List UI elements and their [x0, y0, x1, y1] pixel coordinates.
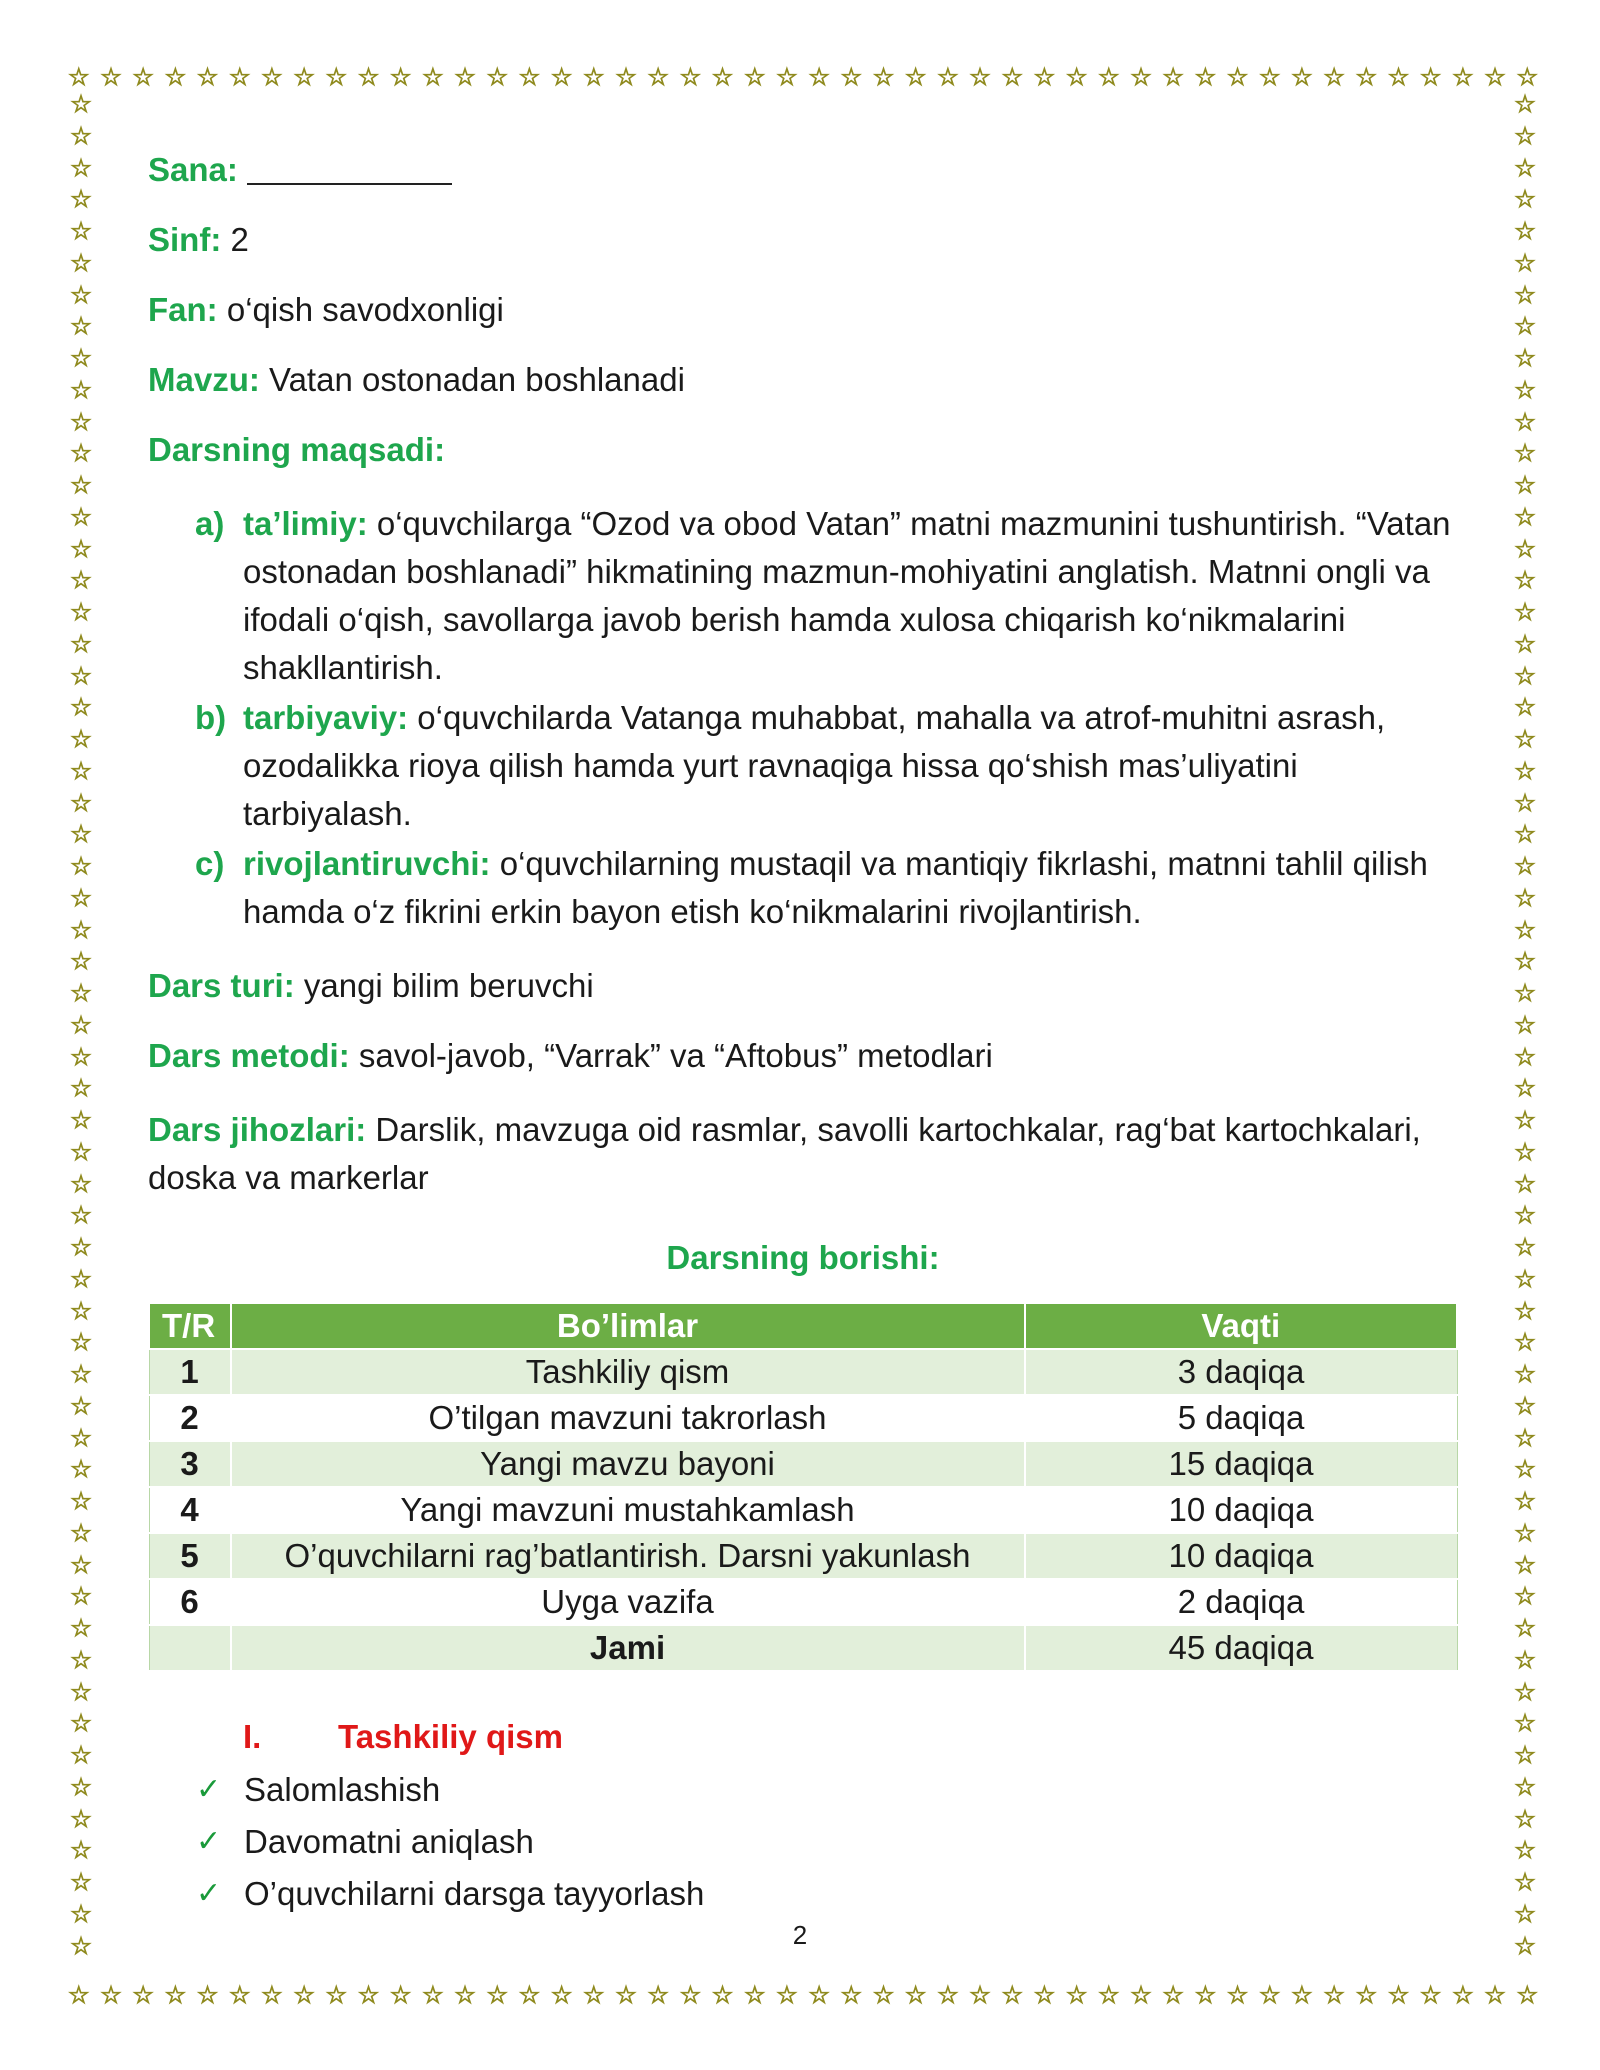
star-icon: ☆ — [70, 1137, 92, 1166]
row-section: Yangi mavzu bayoni — [231, 1441, 1025, 1487]
star-icon: ☆ — [261, 1981, 283, 2009]
list-item-text: Davomatni aniqlash — [244, 1823, 534, 1860]
star-icon: ☆ — [1065, 63, 1088, 91]
star-icon: ☆ — [872, 63, 895, 91]
star-icon: ☆ — [840, 1981, 863, 2009]
star-icon: ☆ — [1516, 63, 1538, 91]
goal-item — [148, 694, 1458, 838]
sana-label: Sana: — [148, 151, 238, 188]
star-icon: ☆ — [70, 1233, 92, 1261]
star-icon: ☆ — [70, 1487, 92, 1515]
star-icon: ☆ — [1226, 63, 1249, 91]
star-icon: ☆ — [1033, 63, 1056, 91]
star-icon: ☆ — [872, 1981, 895, 2009]
row-section: Uyga vazifa — [231, 1579, 1025, 1625]
list-item — [196, 1868, 1458, 1920]
star-icon: ☆ — [357, 1981, 380, 2009]
star-icon: ☆ — [1033, 1981, 1056, 2009]
star-icon: ☆ — [68, 1981, 90, 2009]
star-icon: ☆ — [70, 1582, 92, 1611]
row-time: 3 daqiqa — [1025, 1349, 1458, 1395]
star-icon: ☆ — [70, 1360, 92, 1388]
star-icon: ☆ — [904, 63, 927, 91]
star-icon: ☆ — [1514, 693, 1536, 722]
star-icon: ☆ — [1514, 820, 1536, 849]
star-icon: ☆ — [1514, 185, 1536, 214]
mavzu-label: Mavzu: — [148, 361, 260, 398]
star-icon: ☆ — [1514, 502, 1536, 531]
sinf-label: Sinf: — [148, 221, 222, 258]
lesson-plan-table — [148, 1302, 1458, 1672]
star-icon: ☆ — [808, 1981, 830, 2009]
star-icon: ☆ — [1514, 756, 1536, 785]
star-icon: ☆ — [679, 63, 702, 91]
star-icon: ☆ — [70, 344, 92, 372]
star-icon: ☆ — [1419, 1981, 1442, 2009]
star-icon: ☆ — [70, 1614, 92, 1642]
list-item-text: O’quvchilarni darsga tayyorlash — [244, 1875, 705, 1912]
star-icon: ☆ — [1514, 1296, 1536, 1325]
star-icon: ☆ — [1514, 1423, 1536, 1452]
star-icon: ☆ — [70, 280, 92, 309]
table-row — [149, 1395, 1457, 1441]
star-icon: ☆ — [1514, 947, 1536, 976]
dars-jihozlari-label: Dars jihozlari: — [148, 1111, 367, 1148]
row-number: 2 — [149, 1395, 231, 1441]
star-icon: ☆ — [1514, 1614, 1536, 1642]
table-row — [149, 1579, 1457, 1625]
star-icon: ☆ — [70, 375, 92, 404]
row-number: 5 — [149, 1533, 231, 1579]
star-icon: ☆ — [1514, 883, 1536, 912]
star-icon: ☆ — [518, 1981, 541, 2009]
star-icon: ☆ — [1514, 1487, 1536, 1515]
star-icon: ☆ — [70, 1201, 92, 1230]
star-icon: ☆ — [1130, 1981, 1152, 2009]
star-icon: ☆ — [357, 63, 380, 91]
star-icon: ☆ — [70, 947, 92, 976]
star-border-bottom — [68, 1982, 1538, 2008]
col-header-time: Vaqti — [1025, 1303, 1458, 1349]
star-icon: ☆ — [1258, 63, 1281, 91]
star-icon: ☆ — [1514, 1264, 1536, 1293]
dars-jihozlari-value: Darslik, mavzuga oid rasmlar, savolli kartochkalar, rag‘bat kartochkalari, doska va markerlar — [148, 1111, 1421, 1196]
star-icon: ☆ — [70, 502, 92, 531]
star-icon: ☆ — [743, 1981, 766, 2009]
star-icon: ☆ — [1098, 63, 1120, 91]
star-icon: ☆ — [70, 629, 92, 658]
goal-marker: a) — [195, 505, 225, 542]
star-icon: ☆ — [1258, 1981, 1281, 2009]
star-icon: ☆ — [70, 1042, 92, 1071]
goals-list — [148, 500, 1458, 936]
star-icon: ☆ — [70, 1106, 92, 1134]
star-icon: ☆ — [1291, 63, 1313, 91]
star-icon: ☆ — [1162, 1981, 1184, 2009]
star-icon: ☆ — [1514, 598, 1536, 626]
star-icon: ☆ — [70, 566, 92, 595]
star-icon: ☆ — [70, 312, 92, 341]
goal-marker: c) — [195, 845, 225, 882]
star-icon: ☆ — [70, 121, 92, 150]
star-icon: ☆ — [70, 915, 92, 944]
star-icon: ☆ — [132, 1981, 154, 2009]
star-icon: ☆ — [68, 63, 90, 91]
row-time: 15 daqiqa — [1025, 1441, 1458, 1487]
star-icon: ☆ — [1323, 63, 1345, 91]
star-icon: ☆ — [1514, 661, 1536, 690]
star-icon: ☆ — [70, 217, 92, 245]
star-icon: ☆ — [70, 1074, 92, 1103]
row-time: 10 daqiqa — [1025, 1487, 1458, 1533]
row-number: 3 — [149, 1441, 231, 1487]
star-icon: ☆ — [1514, 1550, 1536, 1579]
star-icon: ☆ — [70, 1550, 92, 1579]
star-icon: ☆ — [711, 1981, 734, 2009]
dars-turi-value: yangi bilim beruvchi — [294, 967, 594, 1004]
star-icon: ☆ — [1514, 1645, 1536, 1674]
mavzu-line — [148, 360, 1458, 400]
star-icon: ☆ — [70, 725, 92, 753]
star-icon: ☆ — [422, 63, 444, 91]
mavzu-value: Vatan ostonadan boshlanadi — [259, 361, 685, 398]
table-total-row — [149, 1625, 1457, 1671]
star-icon: ☆ — [1514, 915, 1536, 944]
star-icon: ☆ — [1514, 1169, 1536, 1198]
dars-jihozlari-line — [148, 1106, 1458, 1202]
star-icon: ☆ — [70, 1264, 92, 1293]
star-icon: ☆ — [1514, 1868, 1536, 1896]
star-icon: ☆ — [1452, 1981, 1474, 2009]
star-icon: ☆ — [70, 598, 92, 626]
star-icon: ☆ — [1098, 1981, 1120, 2009]
star-icon: ☆ — [293, 63, 315, 91]
star-icon: ☆ — [1387, 1981, 1410, 2009]
row-section: Yangi mavzuni mustahkamlash — [231, 1487, 1025, 1533]
star-icon: ☆ — [70, 1169, 92, 1198]
star-icon: ☆ — [1514, 1836, 1536, 1865]
star-icon: ☆ — [1514, 1391, 1536, 1420]
section-title: Tashkiliy qism — [338, 1718, 563, 1755]
star-icon: ☆ — [1514, 1677, 1536, 1706]
star-icon: ☆ — [70, 1931, 92, 1960]
star-icon: ☆ — [70, 883, 92, 912]
col-header-tr: T/R — [149, 1303, 231, 1349]
star-icon: ☆ — [969, 63, 991, 91]
star-icon: ☆ — [454, 1981, 476, 2009]
star-icon: ☆ — [937, 1981, 959, 2009]
row-section: O’tilgan mavzuni takrorlash — [231, 1395, 1025, 1441]
star-icon: ☆ — [1514, 852, 1536, 880]
total-value: 45 daqiqa — [1025, 1625, 1458, 1671]
dars-turi-line — [148, 966, 1458, 1006]
row-time: 2 daqiqa — [1025, 1579, 1458, 1625]
star-icon: ☆ — [196, 1981, 219, 2009]
star-border-left — [68, 92, 94, 1958]
star-icon: ☆ — [1419, 63, 1442, 91]
star-icon: ☆ — [1514, 1233, 1536, 1261]
dars-turi-label: Dars turi: — [148, 967, 295, 1004]
total-label: Jami — [231, 1625, 1025, 1671]
star-icon: ☆ — [486, 63, 508, 91]
star-icon: ☆ — [1514, 344, 1536, 372]
star-icon: ☆ — [1514, 979, 1536, 1007]
table-row — [149, 1533, 1457, 1579]
star-icon: ☆ — [1514, 1804, 1536, 1833]
star-icon: ☆ — [904, 1981, 927, 2009]
star-icon: ☆ — [1514, 407, 1536, 436]
star-icon: ☆ — [776, 63, 798, 91]
star-icon: ☆ — [1514, 1042, 1536, 1071]
maqsad-heading — [148, 430, 1458, 470]
star-icon: ☆ — [1514, 1518, 1536, 1547]
dars-metodi-line — [148, 1036, 1458, 1076]
star-icon: ☆ — [70, 1455, 92, 1484]
row-number: 1 — [149, 1349, 231, 1395]
star-border-top — [68, 64, 1538, 90]
row-number: 6 — [149, 1579, 231, 1625]
star-icon: ☆ — [261, 63, 283, 91]
star-icon: ☆ — [969, 1981, 991, 2009]
star-icon: ☆ — [1514, 788, 1536, 817]
star-icon: ☆ — [1194, 63, 1217, 91]
star-icon: ☆ — [1514, 1328, 1536, 1357]
star-icon: ☆ — [1162, 63, 1184, 91]
star-icon: ☆ — [840, 63, 863, 91]
goal-label: ta’limiy: — [243, 505, 368, 542]
star-icon: ☆ — [70, 1645, 92, 1674]
star-icon: ☆ — [1001, 1981, 1023, 2009]
plan-title: Darsning borishi: — [666, 1239, 940, 1276]
lesson-plan-page — [148, 150, 1458, 1920]
star-icon: ☆ — [1514, 1709, 1536, 1738]
star-icon: ☆ — [196, 63, 219, 91]
star-icon: ☆ — [1514, 121, 1536, 150]
star-icon: ☆ — [937, 63, 959, 91]
table-row — [149, 1441, 1457, 1487]
table-header-row — [149, 1303, 1457, 1349]
star-icon: ☆ — [1514, 1455, 1536, 1484]
star-icon: ☆ — [550, 63, 573, 91]
star-icon: ☆ — [100, 1981, 122, 2009]
goal-label: tarbiyaviy: — [243, 699, 409, 736]
star-icon: ☆ — [1514, 725, 1536, 753]
star-icon: ☆ — [70, 661, 92, 690]
star-icon: ☆ — [1130, 63, 1152, 91]
goal-item — [148, 500, 1458, 692]
star-icon: ☆ — [1514, 1106, 1536, 1134]
star-icon: ☆ — [1514, 1137, 1536, 1166]
star-icon: ☆ — [1514, 1931, 1536, 1960]
star-icon: ☆ — [70, 534, 92, 563]
star-icon: ☆ — [615, 1981, 637, 2009]
star-icon: ☆ — [70, 90, 92, 118]
list-item — [196, 1816, 1458, 1868]
star-icon: ☆ — [1514, 375, 1536, 404]
star-icon: ☆ — [583, 1981, 605, 2009]
star-icon: ☆ — [743, 63, 766, 91]
star-icon: ☆ — [1452, 63, 1474, 91]
list-item — [196, 1764, 1458, 1816]
row-section: Tashkiliy qism — [231, 1349, 1025, 1395]
star-icon: ☆ — [70, 820, 92, 849]
star-icon: ☆ — [550, 1981, 573, 2009]
row-section: O’quvchilarni rag’batlantirish. Darsni yakunlash — [231, 1533, 1025, 1579]
star-icon: ☆ — [389, 63, 412, 91]
star-icon: ☆ — [1514, 217, 1536, 245]
star-icon: ☆ — [1516, 1981, 1538, 2009]
star-icon: ☆ — [70, 1677, 92, 1706]
star-icon: ☆ — [132, 63, 154, 91]
sinf-value: 2 — [221, 221, 249, 258]
star-icon: ☆ — [389, 1981, 412, 2009]
star-icon: ☆ — [70, 1804, 92, 1833]
star-icon: ☆ — [1514, 1899, 1536, 1928]
star-icon: ☆ — [1514, 1074, 1536, 1103]
star-icon: ☆ — [1514, 312, 1536, 341]
star-icon: ☆ — [70, 788, 92, 817]
star-icon: ☆ — [228, 63, 251, 91]
star-icon: ☆ — [1514, 1201, 1536, 1230]
star-icon: ☆ — [1387, 63, 1410, 91]
goal-item — [148, 840, 1458, 936]
star-icon: ☆ — [1484, 63, 1506, 91]
star-icon: ☆ — [1514, 1360, 1536, 1388]
star-icon: ☆ — [1514, 471, 1536, 499]
star-border-right — [1512, 92, 1538, 1958]
star-icon: ☆ — [1355, 1981, 1378, 2009]
section-number: I. — [243, 1718, 262, 1755]
star-icon: ☆ — [1001, 63, 1023, 91]
check-icon: ✓ — [196, 1824, 222, 1859]
sana-line — [148, 150, 1458, 190]
goal-marker: b) — [195, 699, 227, 736]
star-icon: ☆ — [100, 63, 122, 91]
fan-value: o‘qish savodxonligi — [217, 291, 504, 328]
star-icon: ☆ — [1514, 280, 1536, 309]
section-heading — [243, 1718, 1458, 1756]
maqsad-label: Darsning maqsadi: — [148, 431, 446, 468]
star-icon: ☆ — [518, 63, 541, 91]
star-icon: ☆ — [70, 1772, 92, 1801]
check-icon: ✓ — [196, 1772, 222, 1807]
star-icon: ☆ — [776, 1981, 798, 2009]
star-icon: ☆ — [70, 1868, 92, 1896]
list-item-text: Salomlashish — [244, 1771, 441, 1808]
sinf-line — [148, 220, 1458, 260]
check-icon: ✓ — [196, 1876, 222, 1911]
star-icon: ☆ — [711, 63, 734, 91]
star-icon: ☆ — [70, 979, 92, 1007]
star-icon: ☆ — [70, 439, 92, 468]
table-row — [149, 1349, 1457, 1395]
star-icon: ☆ — [1484, 1981, 1506, 2009]
star-icon: ☆ — [808, 63, 830, 91]
star-icon: ☆ — [1355, 63, 1378, 91]
star-icon: ☆ — [70, 756, 92, 785]
star-icon: ☆ — [454, 63, 476, 91]
star-icon: ☆ — [70, 1836, 92, 1865]
star-icon: ☆ — [70, 1328, 92, 1357]
star-icon: ☆ — [70, 248, 92, 277]
checklist — [196, 1764, 1458, 1920]
fan-line — [148, 290, 1458, 330]
row-number: 4 — [149, 1487, 231, 1533]
star-icon: ☆ — [1514, 1741, 1536, 1769]
goal-text: o‘quvchilarning mustaqil va mantiqiy fikrlashi, matnni tahlil qilish hamda o‘z fikrini erkin bayon etish ko‘nikmalarini rivojlantirish. — [243, 845, 1428, 930]
star-icon: ☆ — [70, 693, 92, 722]
star-icon: ☆ — [1514, 248, 1536, 277]
star-icon: ☆ — [486, 1981, 508, 2009]
star-icon: ☆ — [647, 63, 669, 91]
star-icon: ☆ — [1514, 153, 1536, 182]
star-icon: ☆ — [1291, 1981, 1313, 2009]
star-icon: ☆ — [70, 1741, 92, 1769]
star-icon: ☆ — [1514, 90, 1536, 118]
star-icon: ☆ — [583, 63, 605, 91]
star-icon: ☆ — [1514, 629, 1536, 658]
star-icon: ☆ — [1323, 1981, 1345, 2009]
star-icon: ☆ — [70, 1899, 92, 1928]
star-icon: ☆ — [70, 1010, 92, 1039]
star-icon: ☆ — [293, 1981, 315, 2009]
star-icon: ☆ — [70, 1423, 92, 1452]
star-icon: ☆ — [1194, 1981, 1217, 2009]
star-icon: ☆ — [228, 1981, 251, 2009]
date-blank-line — [247, 153, 452, 185]
row-time: 5 daqiqa — [1025, 1395, 1458, 1441]
star-icon: ☆ — [70, 153, 92, 182]
star-icon: ☆ — [1514, 534, 1536, 563]
star-icon: ☆ — [1226, 1981, 1249, 2009]
dars-metodi-label: Dars metodi: — [148, 1037, 350, 1074]
star-icon: ☆ — [679, 1981, 702, 2009]
star-icon: ☆ — [164, 1981, 187, 2009]
star-icon: ☆ — [1065, 1981, 1088, 2009]
star-icon: ☆ — [70, 407, 92, 436]
goal-label: rivojlantiruvchi: — [243, 845, 491, 882]
star-icon: ☆ — [70, 1296, 92, 1325]
page-number: 2 — [792, 1920, 808, 1950]
star-icon: ☆ — [647, 1981, 669, 2009]
star-icon: ☆ — [70, 1518, 92, 1547]
star-icon: ☆ — [422, 1981, 444, 2009]
star-icon: ☆ — [164, 63, 187, 91]
star-icon: ☆ — [1514, 439, 1536, 468]
col-header-sections: Bo’limlar — [231, 1303, 1025, 1349]
goal-text: o‘quvchilarda Vatanga muhabbat, mahalla va atrof-muhitni asrash, ozodalikka rioya qilish hamda yurt ravnaqiga hissa qo‘shish mas’uliyatini tarbiyalash. — [243, 699, 1386, 832]
table-row — [149, 1487, 1457, 1533]
star-icon: ☆ — [325, 1981, 348, 2009]
star-icon: ☆ — [615, 63, 637, 91]
row-time: 10 daqiqa — [1025, 1533, 1458, 1579]
goal-text: o‘quvchilarga “Ozod va obod Vatan” matni mazmunini tushuntirish. “Vatan ostonadan boshlanadi” hikmatining mazmun-mohiyatini anglatish. Matnni ongli va ifodali o‘qish, savollarga javob berish hamda xulosa chiqarish ko‘nikmalarini shakllantirish. — [243, 505, 1451, 686]
total-empty-cell — [149, 1625, 231, 1671]
star-icon: ☆ — [70, 185, 92, 214]
star-icon: ☆ — [70, 471, 92, 499]
dars-metodi-value: savol-javob, “Varrak” va “Aftobus” metodlari — [349, 1037, 993, 1074]
star-icon: ☆ — [1514, 1772, 1536, 1801]
star-icon: ☆ — [70, 1709, 92, 1738]
star-icon: ☆ — [1514, 1010, 1536, 1039]
star-icon: ☆ — [325, 63, 348, 91]
star-icon: ☆ — [70, 1391, 92, 1420]
star-icon: ☆ — [70, 852, 92, 880]
star-icon: ☆ — [1514, 566, 1536, 595]
fan-label: Fan: — [148, 291, 218, 328]
star-icon: ☆ — [1514, 1582, 1536, 1611]
